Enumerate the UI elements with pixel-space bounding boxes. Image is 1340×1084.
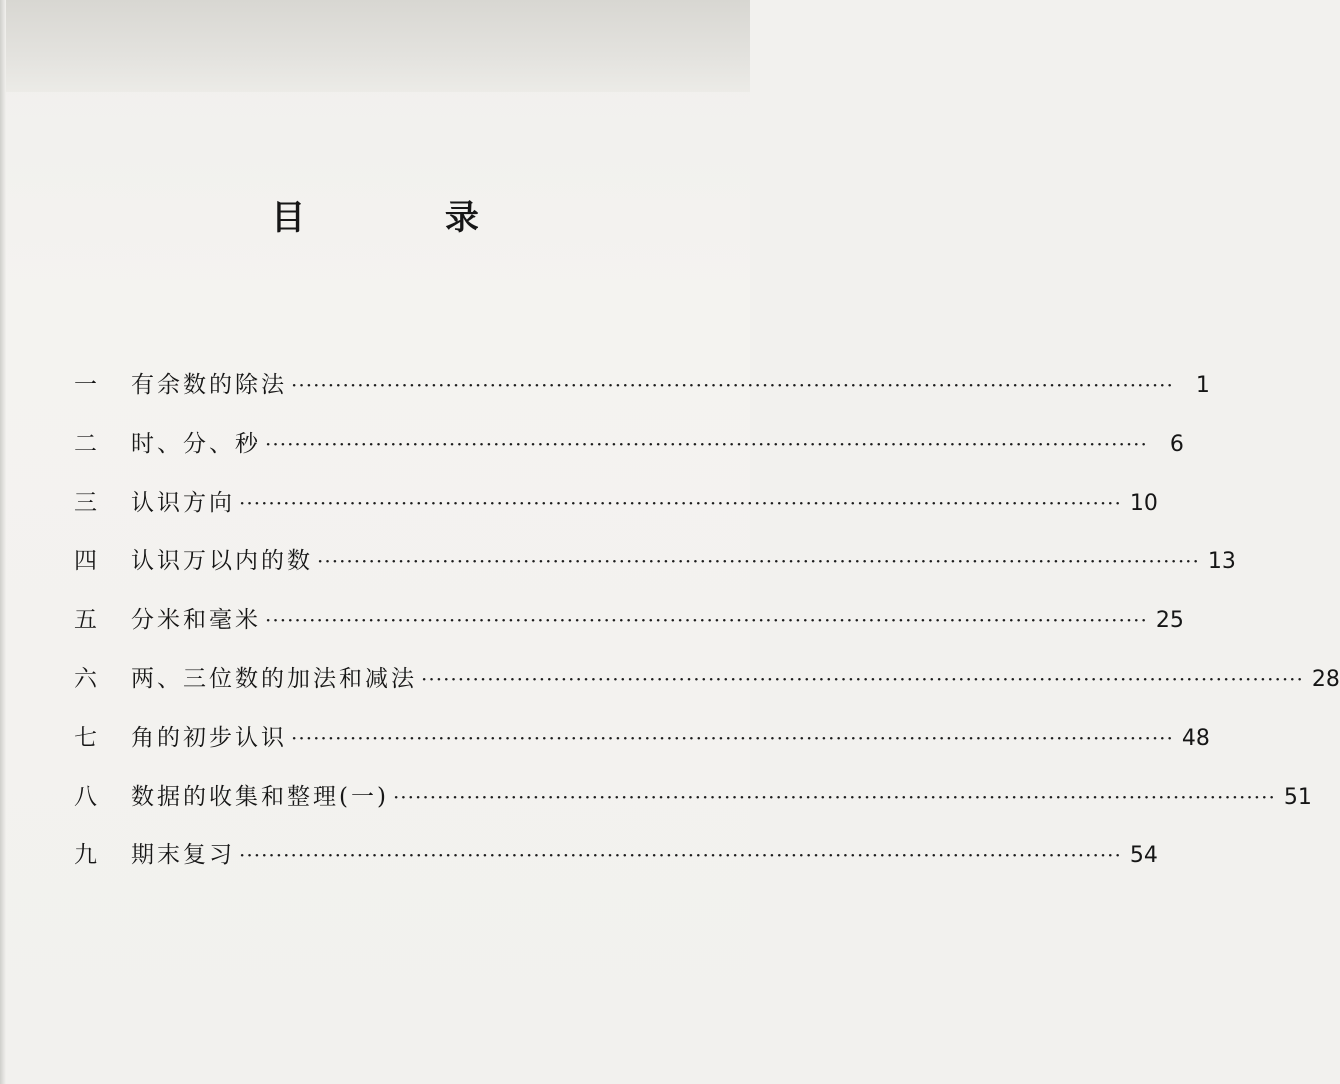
page-number: 13 [1207, 549, 1236, 575]
toc-entry [74, 830, 1158, 889]
leader-dots: ························································································································ [239, 490, 1122, 515]
chapter-title: 期末复习 [131, 842, 235, 869]
page-number: 10 [1129, 490, 1158, 516]
chapter-number: 三 [74, 489, 97, 516]
chapter-number: 四 [74, 548, 97, 575]
toc-entry [74, 536, 1236, 595]
chapter-title: 角的初步认识 [131, 724, 287, 751]
toc-entry [74, 772, 1312, 831]
page-left-edge [0, 0, 6, 1084]
chapter-title: 认识万以内的数 [131, 548, 313, 575]
page-number: 1 [1195, 373, 1210, 398]
toc-entry [74, 419, 1184, 478]
leader-dots: ························································································································ [265, 608, 1148, 633]
chapter-number: 八 [74, 783, 97, 810]
page-number: 6 [1169, 431, 1184, 457]
page-number: 28 [1311, 666, 1340, 692]
toc-entry [74, 478, 1158, 537]
leader-dots: ························································································································ [317, 549, 1200, 574]
chapter-number: 七 [74, 724, 97, 751]
leader-dots: ························································································································ [421, 666, 1304, 691]
page-title: 目 录 [271, 198, 543, 238]
chapter-title: 两、三位数的加法和减法 [131, 665, 417, 692]
leader-dots: ························································································································ [265, 431, 1148, 456]
toc-entry [74, 654, 1340, 713]
page-number: 25 [1155, 608, 1184, 634]
toc-entry [74, 713, 1210, 772]
page-number: 54 [1129, 843, 1158, 869]
page-number: 51 [1283, 784, 1312, 810]
chapter-title: 认识方向 [131, 489, 235, 516]
page-top-shadow [0, 0, 750, 92]
leader-dots: ························································································································ [291, 373, 1174, 397]
leader-dots: ························································································································ [392, 784, 1276, 809]
chapter-number: 九 [74, 842, 97, 869]
chapter-title: 数据的收集和整理(一) [131, 783, 389, 810]
chapter-title: 分米和毫米 [131, 607, 261, 634]
table-of-contents [74, 360, 1340, 889]
chapter-number: 二 [74, 430, 97, 457]
page-number: 48 [1181, 725, 1210, 751]
chapter-title: 时、分、秒 [131, 430, 261, 457]
chapter-title: 有余数的除法 [131, 372, 287, 398]
toc-entry [74, 595, 1184, 654]
leader-dots: ························································································································ [239, 843, 1122, 868]
chapter-number: 六 [74, 665, 97, 692]
chapter-number: 五 [74, 607, 97, 634]
leader-dots: ························································································································ [291, 725, 1174, 750]
toc-entry [74, 360, 1210, 419]
chapter-number: 一 [74, 372, 97, 398]
